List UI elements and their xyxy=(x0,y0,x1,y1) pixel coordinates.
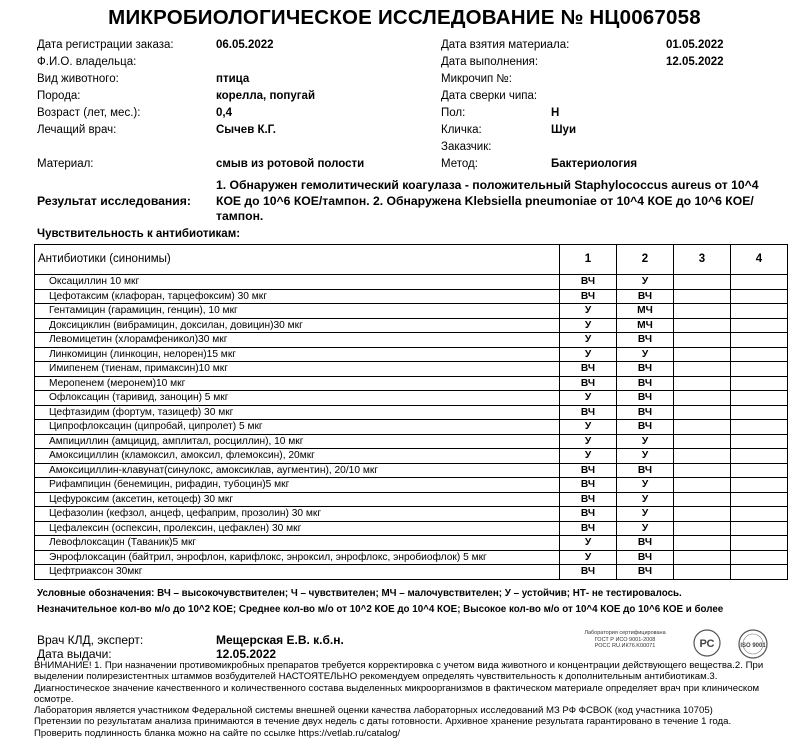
table-row xyxy=(35,275,788,290)
sensitivity-cell xyxy=(731,362,788,377)
certification-line: РОСС RU.ИК76.K00071 xyxy=(594,643,656,649)
sensitivity-cell: ВЧ xyxy=(560,565,617,580)
sensitivity-cell: У xyxy=(560,318,617,333)
field-registration-date xyxy=(37,38,174,53)
sensitivity-cell xyxy=(674,420,731,435)
sensitivity-cell: ВЧ xyxy=(560,362,617,377)
sensitivity-cell: ВЧ xyxy=(560,492,617,507)
sensitivity-title: Чувствительность к антибиотикам: xyxy=(37,228,241,240)
table-row xyxy=(35,492,788,507)
sensitivity-cell: ВЧ xyxy=(560,463,617,478)
sensitivity-cell xyxy=(674,275,731,290)
certification-line: Лаборатория сертифицирована xyxy=(584,630,666,636)
sensitivity-cell xyxy=(674,478,731,493)
sensitivity-cell xyxy=(731,347,788,362)
logo-text: ISO 9001 xyxy=(740,643,766,649)
page-title: МИКРОБИОЛОГИЧЕСКОЕ ИССЛЕДОВАНИЕ № НЦ0067058 xyxy=(108,6,701,29)
antibiotic-name: Левомицетин (хлорамфеникол)30 мкг xyxy=(35,333,560,348)
field-value: 06.05.2022 xyxy=(216,39,274,51)
field-animal-type: Вид животного: xyxy=(37,73,119,85)
field-value: смыв из ротовой полости xyxy=(216,158,365,170)
certification-line: ГОСТ Р ИСО 9001-2008 xyxy=(594,636,656,643)
table-row xyxy=(35,391,788,406)
antibiotic-name: Амоксициллин (кламоксил, амоксил, флемоксин), 20мкг xyxy=(35,449,560,464)
header-cell: 2 xyxy=(617,245,674,275)
antibiotic-name: Линкомицин (линкоцин, нелорен)15 мкг xyxy=(35,347,560,362)
antibiotic-name: Цефалексин (оспексин, пролексин, цефаклен) 30 мкг xyxy=(35,521,560,536)
table-row xyxy=(35,507,788,522)
antibiotic-name: Ампициллин (амцицид, амплитал, росциллин), 10 мкг xyxy=(35,434,560,449)
sensitivity-cell xyxy=(731,289,788,304)
sensitivity-cell: У xyxy=(617,492,674,507)
sensitivity-cell: ВЧ xyxy=(617,565,674,580)
antibiotic-name: Цефуроксим (аксетин, кетоцеф) 30 мкг xyxy=(35,492,560,507)
sensitivity-cell xyxy=(731,318,788,333)
sensitivity-cell: ВЧ xyxy=(560,521,617,536)
antibiotic-name: Оксациллин 10 мкг xyxy=(35,275,560,290)
doctor-label: Врач КЛД, эксперт: xyxy=(37,633,144,647)
sensitivity-cell: У xyxy=(560,391,617,406)
field-value: Сычев К.Г. xyxy=(216,124,276,136)
sensitivity-cell xyxy=(674,565,731,580)
legend-quantities: Незначительное кол-во м/о до 10^2 КОЕ; Среднее кол-во м/о от 10^2 КОЕ до 10^4 КОЕ; Высокое кол-во м/о от 10^4 КОЕ до 10^6 КОЕ и более xyxy=(37,604,724,615)
sensitivity-cell xyxy=(674,318,731,333)
note-verify: Проверить подлинность бланка можно на сайте по ссылке https://vetlab.ru/catalog/ xyxy=(34,727,401,739)
field-material: Материал: xyxy=(37,158,94,170)
table-row xyxy=(35,565,788,580)
sensitivity-cell xyxy=(731,550,788,565)
rst-certification-logo xyxy=(690,628,724,658)
sensitivity-cell xyxy=(674,492,731,507)
sensitivity-cell: ВЧ xyxy=(560,507,617,522)
antibiotic-name: Имипенем (тиенам, примаксин)10 мкг xyxy=(35,362,560,377)
field-nickname: Кличка: xyxy=(441,124,482,136)
antibiotic-name: Гентамицин (гарамицин, генцин), 10 мкг xyxy=(35,304,560,319)
field-value: Бактериология xyxy=(551,158,638,170)
field-age: Возраст (лет, мес.): xyxy=(37,107,141,119)
sensitivity-cell: У xyxy=(617,347,674,362)
sensitivity-cell: У xyxy=(560,304,617,319)
sensitivity-cell: ВЧ xyxy=(617,420,674,435)
table-row xyxy=(35,550,788,565)
sensitivity-cell: ВЧ xyxy=(560,376,617,391)
sensitivity-cell: ВЧ xyxy=(617,289,674,304)
field-value: 12.05.2022 xyxy=(666,56,724,68)
note-claims: Претензии по результатам анализа принимаются в течение двух недель с даты готовности. Архивное хранение результата гарантировано в течение 1 года. xyxy=(34,716,732,728)
sensitivity-cell: ВЧ xyxy=(617,550,674,565)
sensitivity-cell: У xyxy=(617,275,674,290)
sensitivity-cell: У xyxy=(560,536,617,551)
antibiotic-name: Цефотаксим (клафоран, тарцефоксим) 30 мкг xyxy=(35,289,560,304)
field-microchip: Микрочип №: xyxy=(441,73,512,85)
table-row xyxy=(35,289,788,304)
sensitivity-cell xyxy=(674,550,731,565)
sensitivity-cell xyxy=(674,304,731,319)
sensitivity-cell: ВЧ xyxy=(617,536,674,551)
antibiotic-name: Цефазолин (кефзол, анцеф, цефаприм, прозолин) 30 мкг xyxy=(35,507,560,522)
field-value: 0,4 xyxy=(216,107,232,119)
table-row xyxy=(35,318,788,333)
sensitivity-cell xyxy=(731,463,788,478)
sensitivity-cell xyxy=(731,478,788,493)
field-value: птица xyxy=(216,73,250,85)
field-chip-check-date: Дата сверки чипа: xyxy=(441,90,538,102)
table-row xyxy=(35,463,788,478)
field-sample-date: Дата взятия материала: xyxy=(441,39,570,51)
sensitivity-cell: У xyxy=(560,333,617,348)
sensitivity-cell: У xyxy=(560,434,617,449)
result-text: 1. Обнаружен гемолитический коагулаза - положительный Staphylococcus aureus от 10^4 КОЕ до 10^6 КОЕ/тампон. 2. Обнаружена Klebsiella pneumoniae от 10^4 КОЕ до 10^6 КОЕ/тампон. xyxy=(216,178,759,223)
field-sex: Пол: xyxy=(441,107,466,119)
antibiotic-name: Цефтриаксон 30мкг xyxy=(35,565,560,580)
table-row xyxy=(35,376,788,391)
sensitivity-cell: МЧ xyxy=(617,304,674,319)
note-warning: ВНИМАНИЕ! 1. При назначении противомикробных препаратов требуется корректировка с учетом вида животного и концентрации действующего вещества.2. При выделении полирезистентных штаммов возбудителей НАСТОЯТЕЛЬНО рекомендуем определять чувствительность к дополнительным антибиотикам.3. Диагностическое значение качественного и количественного состава выделенных микроорганизмов в фактическом материале определяет врач при клиническом осмотре. xyxy=(34,660,764,705)
sensitivity-cell xyxy=(674,507,731,522)
antibiotic-name: Рифампицин (бенемицин, рифадин, тубоцин)5 мкг xyxy=(35,478,560,493)
antibiotic-name: Левофлоксацин (Таваник)5 мкг xyxy=(35,536,560,551)
sensitivity-cell xyxy=(731,449,788,464)
sensitivity-cell xyxy=(731,492,788,507)
antibiotic-name: Офлоксацин (таривид, заноцин) 5 мкг xyxy=(35,391,560,406)
field-customer: Заказчик: xyxy=(441,141,492,153)
sensitivity-cell xyxy=(731,507,788,522)
sensitivity-cell xyxy=(731,420,788,435)
sensitivity-cell xyxy=(731,405,788,420)
sensitivity-cell xyxy=(731,536,788,551)
sensitivity-cell: У xyxy=(617,434,674,449)
sensitivity-cell xyxy=(731,275,788,290)
sensitivity-cell xyxy=(674,463,731,478)
sensitivity-cell: У xyxy=(560,420,617,435)
legend-symbols: Условные обозначения: ВЧ – высокочувствителен; Ч – чувствителен; МЧ – малочувствителен; У – устойчив; НТ- не тестировалось. xyxy=(37,588,682,599)
table-row xyxy=(35,521,788,536)
field-value: корелла, попугай xyxy=(216,90,316,102)
sensitivity-cell xyxy=(731,304,788,319)
table-header-row xyxy=(35,245,788,275)
field-breed: Порода: xyxy=(37,90,81,102)
table-row xyxy=(35,333,788,348)
sensitivity-cell xyxy=(674,347,731,362)
sensitivity-cell xyxy=(674,521,731,536)
sensitivity-cell: У xyxy=(617,521,674,536)
sensitivity-cell xyxy=(674,449,731,464)
sensitivity-cell: ВЧ xyxy=(560,405,617,420)
sensitivity-cell xyxy=(731,376,788,391)
sensitivity-cell: ВЧ xyxy=(617,405,674,420)
result-label: Результат исследования: xyxy=(37,194,191,208)
issue-date-value: 12.05.2022 xyxy=(216,647,277,661)
header-cell: 3 xyxy=(674,245,731,275)
field-method: Метод: xyxy=(441,158,478,170)
table-row xyxy=(35,449,788,464)
doctor-name: Мещерская Е.В. к.б.н. xyxy=(216,633,344,647)
logo-text: РС xyxy=(699,638,715,650)
header-cell: 4 xyxy=(731,245,788,275)
field-label: Дата регистрации заказа: xyxy=(37,39,174,51)
antibiotic-name: Доксициклин (вибрамицин, доксилан, довицин)30 мкг xyxy=(35,318,560,333)
note-fsvok: Лаборатория является участником Федеральной системы внешней оценки качества лабораторных исследований МЗ РФ ФСВОК (код участника 10705) xyxy=(34,705,713,717)
sensitivity-cell xyxy=(731,565,788,580)
antibiotic-name: Цефтазидим (фортум, тазицеф) 30 мкг xyxy=(35,405,560,420)
table-row xyxy=(35,362,788,377)
certification-text xyxy=(570,630,680,650)
sensitivity-cell: ВЧ xyxy=(560,289,617,304)
table-row xyxy=(35,478,788,493)
sensitivity-cell: ВЧ xyxy=(560,478,617,493)
sensitivity-cell: ВЧ xyxy=(617,362,674,377)
field-completion-date: Дата выполнения: xyxy=(441,56,539,68)
iso-certification-logo xyxy=(735,628,771,660)
table-row xyxy=(35,405,788,420)
sensitivity-cell xyxy=(731,391,788,406)
table-row xyxy=(35,536,788,551)
antibiotic-name: Ципрофлоксацин (ципробай, ципролет) 5 мкг xyxy=(35,420,560,435)
sensitivity-cell: ВЧ xyxy=(617,391,674,406)
sensitivity-cell xyxy=(674,376,731,391)
table-row xyxy=(35,347,788,362)
header-cell: Антибиотики (синонимы) xyxy=(35,245,560,275)
antibiotic-sensitivity-table xyxy=(34,244,788,580)
field-value: Н xyxy=(551,107,560,119)
header-cell: 1 xyxy=(560,245,617,275)
sensitivity-cell xyxy=(674,391,731,406)
field-value: 01.05.2022 xyxy=(666,39,724,51)
sensitivity-cell xyxy=(674,405,731,420)
issue-date-label: Дата выдачи: xyxy=(37,647,112,661)
table-row xyxy=(35,434,788,449)
sensitivity-cell xyxy=(674,333,731,348)
sensitivity-cell xyxy=(731,434,788,449)
sensitivity-cell: У xyxy=(617,478,674,493)
sensitivity-cell xyxy=(674,536,731,551)
notes-block xyxy=(34,660,779,739)
sensitivity-cell xyxy=(731,333,788,348)
field-doctor: Лечащий врач: xyxy=(37,124,117,136)
sensitivity-cell xyxy=(674,289,731,304)
field-value: Шуи xyxy=(551,124,577,136)
sensitivity-cell: ВЧ xyxy=(560,275,617,290)
sensitivity-cell: У xyxy=(560,550,617,565)
sensitivity-cell: У xyxy=(617,507,674,522)
sensitivity-cell: МЧ xyxy=(617,318,674,333)
sensitivity-cell: У xyxy=(560,449,617,464)
sensitivity-cell: ВЧ xyxy=(617,333,674,348)
table-row xyxy=(35,304,788,319)
sensitivity-cell: У xyxy=(560,347,617,362)
sensitivity-cell xyxy=(731,521,788,536)
sensitivity-cell xyxy=(674,362,731,377)
sensitivity-cell: ВЧ xyxy=(617,463,674,478)
field-owner-name: Ф.И.О. владельца: xyxy=(37,56,137,68)
table-row xyxy=(35,420,788,435)
sensitivity-cell: ВЧ xyxy=(617,376,674,391)
antibiotic-name: Амоксициллин-клавунат(синулокс, амоксиклав, аугментин), 20/10 мкг xyxy=(35,463,560,478)
sensitivity-cell: У xyxy=(617,449,674,464)
sensitivity-cell xyxy=(674,434,731,449)
antibiotic-name: Меропенем (меронем)10 мкг xyxy=(35,376,560,391)
antibiotic-name: Энрофлоксацин (байтрил, энрофлон, карифлокс, энроксил, энрофлокс, энробиофлок) 5 мкг xyxy=(35,550,560,565)
